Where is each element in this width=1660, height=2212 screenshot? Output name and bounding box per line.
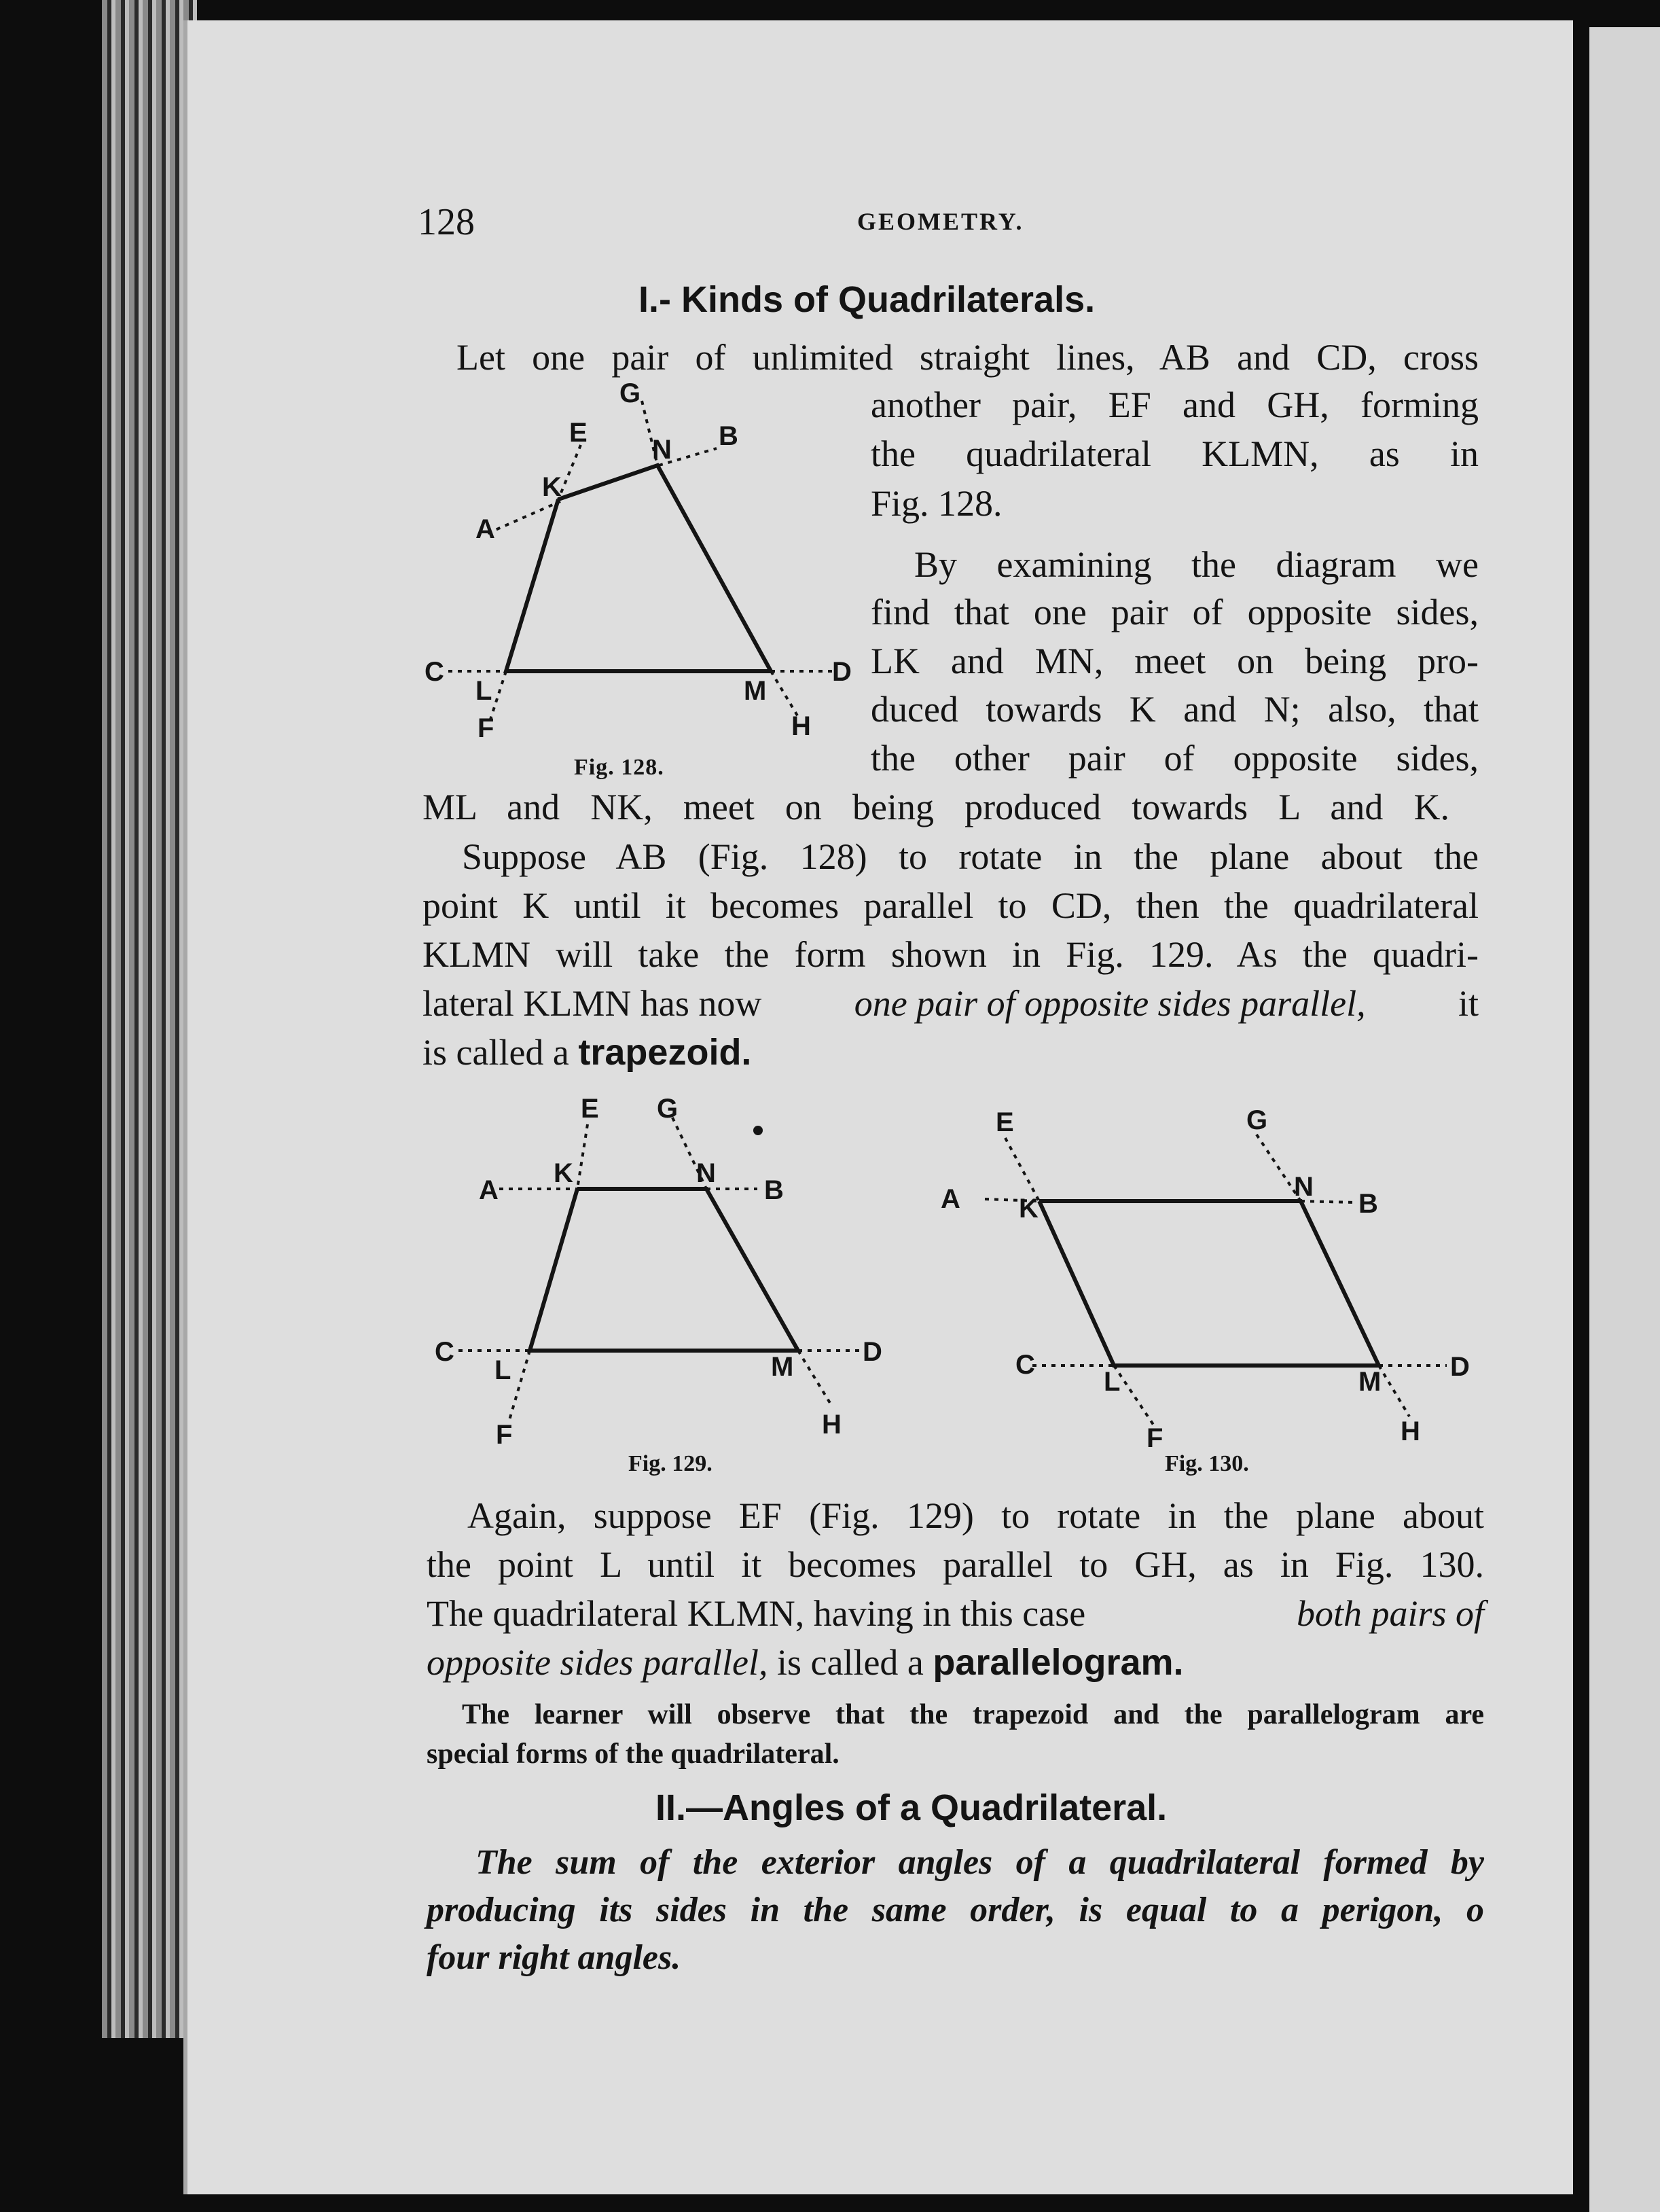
paragraph-line bbox=[422, 982, 1479, 1024]
note-line: special forms of the quadrilateral. bbox=[427, 1738, 840, 1770]
label-N: N bbox=[696, 1158, 716, 1188]
term-trapezoid: trapezoid. bbox=[578, 1032, 752, 1073]
label-M: M bbox=[1358, 1367, 1382, 1397]
label-A: A bbox=[941, 1184, 960, 1214]
italic-phrase: opposite sides parallel, bbox=[427, 1642, 768, 1683]
label-M: M bbox=[771, 1352, 794, 1382]
label-G: G bbox=[1246, 1105, 1268, 1135]
paragraph-line: Again, suppose EF (Fig. 129) to rotate in the plane about bbox=[467, 1495, 1484, 1536]
paragraph-line: the other pair of opposite sides, bbox=[871, 738, 1479, 779]
label-K: K bbox=[1019, 1194, 1039, 1224]
text-run: lateral KLMN has now bbox=[422, 983, 762, 1024]
italic-phrase: both pairs of bbox=[1296, 1593, 1484, 1634]
paragraph-line: point K until it becomes parallel to CD, then the quadrilateral bbox=[422, 885, 1479, 926]
label-F: F bbox=[477, 713, 494, 743]
paragraph-line bbox=[427, 1592, 1484, 1635]
label-A: A bbox=[479, 1175, 499, 1205]
label-H: H bbox=[791, 711, 811, 741]
label-K: K bbox=[542, 472, 562, 502]
text-run: is called a bbox=[776, 1642, 924, 1683]
paragraph-line: the quadrilateral KLMN, as in bbox=[871, 433, 1479, 474]
label-E: E bbox=[996, 1107, 1014, 1137]
figure-130 bbox=[931, 1094, 1494, 1488]
label-N: N bbox=[1294, 1172, 1314, 1202]
figure-129 bbox=[421, 1087, 924, 1481]
section-heading-angles: II.—Angles of a Quadrilateral. bbox=[655, 1787, 1168, 1828]
label-L: L bbox=[494, 1355, 511, 1385]
label-F: F bbox=[496, 1420, 513, 1450]
label-B: B bbox=[1358, 1189, 1378, 1219]
text-run: it bbox=[1458, 983, 1479, 1024]
paragraph-line: another pair, EF and GH, forming bbox=[871, 385, 1479, 425]
label-G: G bbox=[619, 380, 641, 408]
label-L: L bbox=[475, 676, 492, 706]
label-L: L bbox=[1104, 1367, 1121, 1397]
text-run: is called a bbox=[422, 1032, 569, 1073]
paragraph-line: KLMN will take the form shown in Fig. 129. As the quadri- bbox=[422, 934, 1479, 975]
theorem-line: four right angles. bbox=[427, 1938, 681, 1977]
paragraph-line: Let one pair of unlimited straight lines, AB and CD, cross bbox=[456, 337, 1479, 378]
note-line: The learner will observe that the trapezoid and the parallelogram are bbox=[462, 1699, 1484, 1730]
label-D: D bbox=[1450, 1352, 1470, 1382]
label-K: K bbox=[554, 1158, 573, 1188]
paragraph-line: ML and NK, meet on being produced towards L and K. bbox=[422, 787, 1449, 827]
theorem-line: producing its sides in the same order, is equal to a perigon, o bbox=[427, 1891, 1484, 1929]
figure-caption: Fig. 130. bbox=[1165, 1451, 1249, 1476]
text-run: The quadrilateral KLMN, having in this case bbox=[427, 1593, 1086, 1634]
label-H: H bbox=[1401, 1416, 1420, 1446]
label-F: F bbox=[1147, 1423, 1163, 1453]
label-B: B bbox=[719, 421, 738, 451]
paragraph-line: duced towards K and N; also, that bbox=[871, 689, 1479, 730]
label-E: E bbox=[581, 1094, 599, 1124]
facing-page-edge bbox=[1589, 27, 1660, 2212]
label-A: A bbox=[475, 514, 495, 544]
figure-caption: Fig. 129. bbox=[628, 1451, 712, 1476]
figure-128 bbox=[408, 380, 869, 781]
italic-phrase: one pair of opposite sides parallel, bbox=[854, 983, 1366, 1024]
page-number: 128 bbox=[418, 201, 475, 243]
theorem-line: The sum of the exterior angles of a quadrilateral formed by bbox=[475, 1843, 1484, 1882]
paragraph-line: find that one pair of opposite sides, bbox=[871, 592, 1479, 632]
paragraph-line: By examining the diagram we bbox=[914, 544, 1479, 585]
label-H: H bbox=[822, 1410, 842, 1440]
book-page-edges bbox=[102, 0, 197, 2038]
paragraph-line: Suppose AB (Fig. 128) to rotate in the plane about the bbox=[462, 836, 1479, 877]
label-G: G bbox=[657, 1094, 679, 1124]
label-M: M bbox=[744, 676, 767, 706]
label-C: C bbox=[435, 1337, 454, 1367]
ink-dot bbox=[753, 1126, 763, 1135]
label-C: C bbox=[1015, 1350, 1035, 1380]
term-parallelogram: parallelogram. bbox=[933, 1642, 1184, 1683]
label-C: C bbox=[425, 657, 444, 687]
label-D: D bbox=[832, 657, 852, 687]
running-title: GEOMETRY. bbox=[857, 208, 1024, 235]
label-E: E bbox=[569, 418, 588, 448]
paragraph-line bbox=[422, 1031, 751, 1073]
label-N: N bbox=[652, 435, 672, 465]
paragraph-line bbox=[427, 1641, 1184, 1683]
figure-caption: Fig. 128. bbox=[574, 755, 664, 780]
paragraph-line: LK and MN, meet on being pro- bbox=[871, 641, 1479, 681]
label-D: D bbox=[863, 1337, 882, 1367]
paragraph-line: the point L until it becomes parallel to GH, as in Fig. 130. bbox=[427, 1544, 1484, 1585]
label-B: B bbox=[764, 1175, 784, 1205]
section-heading-kinds: I.- Kinds of Quadrilaterals. bbox=[638, 279, 1096, 320]
paragraph-line: Fig. 128. bbox=[871, 483, 1003, 524]
